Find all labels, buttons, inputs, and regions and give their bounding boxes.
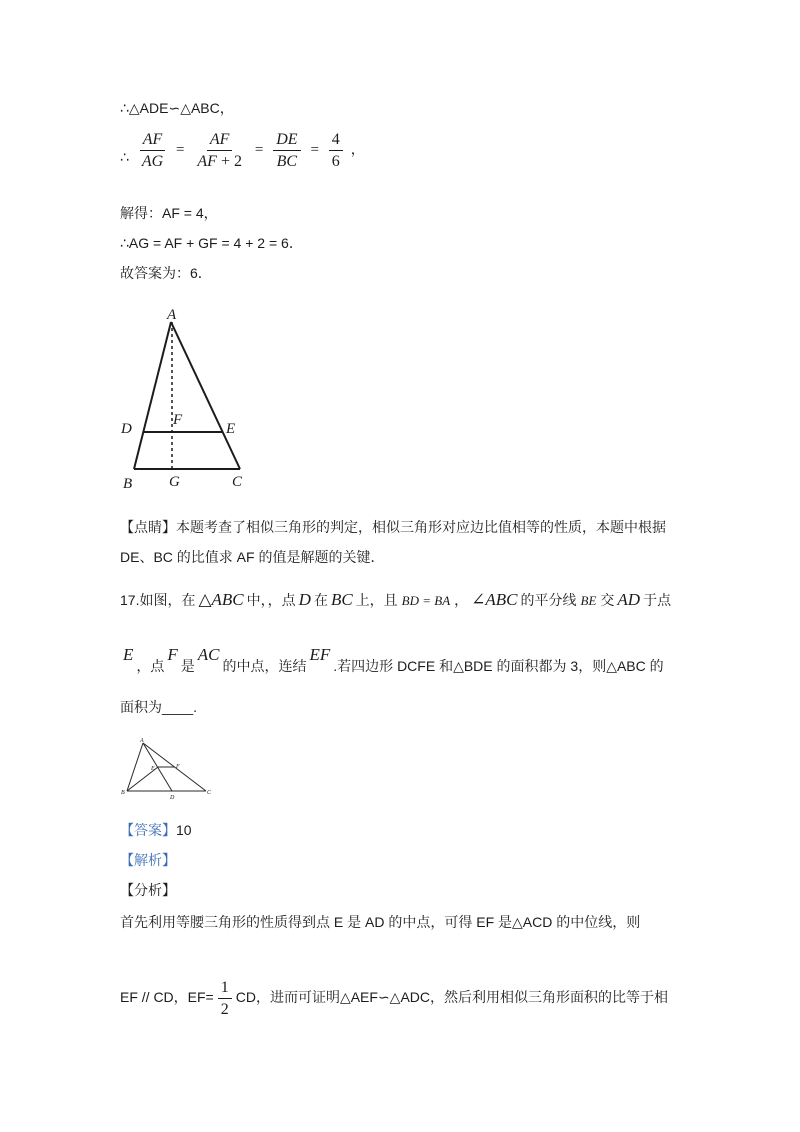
fraction-de-over-bc [273, 130, 300, 171]
label-d: D [170, 795, 175, 801]
ratio-equation [120, 128, 365, 178]
comment-tag: 【点睛】 [120, 519, 176, 535]
analysis-line-1: 首先利用等腰三角形的性质得到点 E 是 AD 的中点，可得 EF 是△ACD 的中位线，则 [120, 914, 641, 930]
question-17-line-2 [120, 645, 664, 676]
answer-value: 10 [176, 822, 192, 838]
question-17-line-3: 面积为____. [120, 699, 198, 715]
math-segment-ef: EF [309, 645, 331, 664]
previous-answer-line: 故答案为：6． [120, 265, 212, 281]
fraction-numerator: AF [140, 130, 166, 151]
fraction-4-over-6 [329, 130, 343, 171]
question-text: 于点 [643, 592, 672, 608]
label-e: E [151, 766, 155, 772]
label-a: A [167, 307, 177, 323]
math-point-d: D [298, 590, 311, 609]
answer-tag: 【答案】 [120, 822, 176, 838]
math-segment-ac: AC [197, 645, 220, 664]
fraction-denominator: AG [141, 152, 164, 170]
math-point-e: E [123, 645, 134, 664]
question-text: 上，且 [355, 592, 398, 608]
question-text: 在 [313, 592, 328, 608]
therefore-symbol: ∴ [120, 149, 129, 165]
ag-result-line: ∴AG = AF + GF = 4 + 2 = 6． [120, 235, 303, 251]
fraction-numerator: DE [273, 130, 300, 151]
question-text: ， [454, 592, 469, 608]
label-b: B [121, 790, 125, 796]
label-c: C [232, 474, 243, 490]
question-17-line-1 [120, 590, 671, 611]
fraction-one-half [218, 978, 232, 1019]
math-triangle-abc: △ABC [198, 590, 244, 609]
similar-triangles-line: ∴△ADE∽△ABC， [120, 100, 234, 116]
analysis-line-2 [120, 976, 668, 1019]
solve-af-line: 解得：AF = 4， [120, 205, 218, 221]
fraction-denominator: 2 [220, 1000, 229, 1018]
comment-line-1 [120, 517, 666, 537]
segment-ac [171, 322, 240, 469]
label-f: F [173, 412, 183, 428]
label-e: E [226, 421, 236, 437]
denominator-variable: AF [197, 152, 217, 170]
label-f: F [176, 764, 180, 770]
analysis-tag: 【解析】 [120, 852, 176, 868]
label-c: C [207, 790, 212, 796]
math-point-f: F [167, 645, 178, 664]
denominator-constant: + 2 [216, 152, 242, 170]
equals-sign: = [310, 142, 319, 159]
comment-text: 本题考查了相似三角形的判定，相似三角形对应边比值相等的性质，本题中根据 [176, 519, 666, 535]
fraction-denominator: 6 [331, 152, 340, 170]
math-segment-ad: AD [617, 590, 641, 609]
ratio-end-comma: ， [350, 141, 365, 157]
question-text: 交 [600, 592, 615, 608]
question-text: 的平分线 [520, 592, 577, 608]
label-b: B [123, 476, 133, 492]
triangle-figure-question-17 [118, 735, 214, 803]
analysis-text: EF // CD，EF= [120, 989, 214, 1005]
answer-line [120, 820, 192, 840]
question-text: .若四边形 DCFE 和△BDE 的面积都为 3，则△ABC 的 [333, 658, 664, 674]
question-text: 的中点，连结 [222, 658, 307, 674]
question-text: ，点 [136, 658, 165, 674]
label-a: A [140, 738, 144, 744]
label-g: G [169, 474, 180, 490]
math-angle-abc: ∠ABC [471, 590, 518, 609]
analysis-text: CD，进而可证明△AEF∽△ADC，然后利用相似三角形面积的比等于相 [235, 989, 669, 1005]
triangle-figure-adeabc [115, 300, 250, 495]
label-d: D [121, 421, 132, 437]
math-segment-bc: BC [330, 590, 353, 609]
fraction-numerator: 4 [329, 130, 343, 151]
comment-line-2: DE、BC 的比值求 AF 的值是解题的关键． [120, 549, 385, 565]
question-text: 中，，点 [246, 592, 296, 608]
fraction-af-over-ag [139, 130, 166, 171]
fenxi-tag: 【分析】 [120, 882, 176, 898]
fraction-numerator: 1 [218, 978, 232, 999]
fraction-af-over-af-plus-2 [194, 130, 245, 171]
equals-sign: = [176, 142, 185, 159]
segment-ab [134, 322, 171, 469]
fraction-denominator [194, 151, 245, 171]
question-text: 是 [180, 658, 195, 674]
segment-ab [127, 743, 143, 791]
math-segment-be: BE [580, 593, 597, 608]
fraction-numerator: AF [207, 130, 233, 151]
math-bd-equals-ba: BD = BA [401, 593, 451, 608]
question-text: 17.如图，在 [120, 592, 196, 608]
fraction-denominator: BC [276, 152, 298, 170]
equals-sign: = [254, 142, 264, 159]
